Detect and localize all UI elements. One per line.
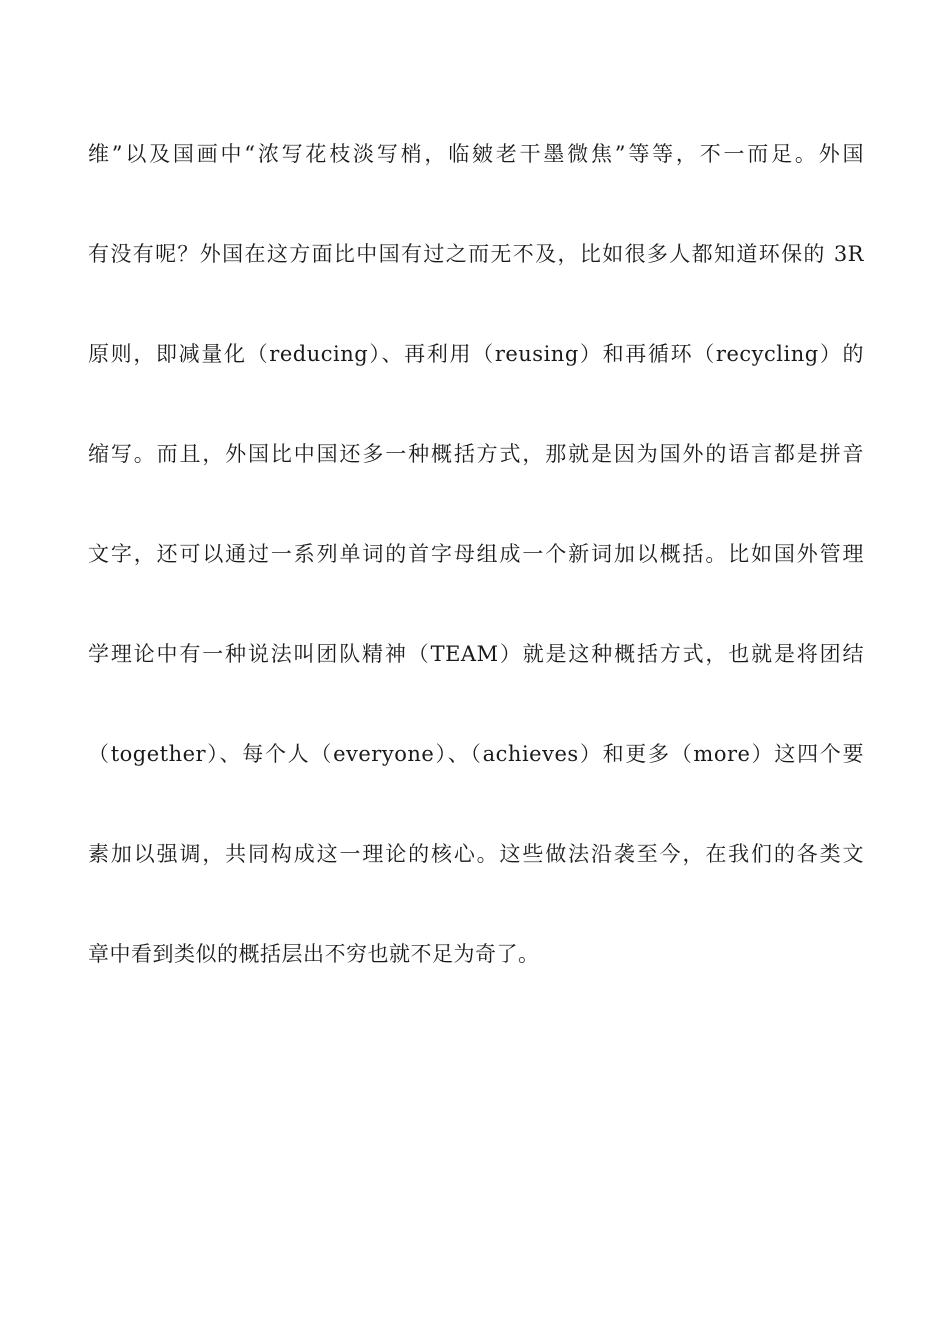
text-line-9: 章中看到类似的概括层出不穷也就不足为奇了。 bbox=[88, 942, 540, 966]
text-line-8: 素加以强调，共同构成这一理论的核心。这些做法沿袭至今，在我们的各类文 bbox=[88, 842, 864, 866]
body-paragraph bbox=[88, 136, 864, 1036]
text-line-5: 文字，还可以通过一系列单词的首字母组成一个新词加以概括。比如国外管理 bbox=[88, 542, 864, 566]
text-line-2: 有没有呢？外国在这方面比中国有过之而无不及，比如很多人都知道环保的 3R bbox=[88, 242, 864, 266]
text-line-4: 缩写。而且，外国比中国还多一种概括方式，那就是因为国外的语言都是拼音 bbox=[88, 442, 864, 466]
text-line-7: （together）、每个人（everyone）、（achieves）和更多（more）这四个要 bbox=[88, 742, 864, 766]
text-line-1: 维”以及国画中“浓写花枝淡写梢，临皴老干墨微焦”等等，不一而足。外国 bbox=[88, 142, 864, 166]
text-line-3: 原则，即减量化（reducing）、再利用（reusing）和再循环（recycling）的 bbox=[88, 342, 864, 366]
text-line-6: 学理论中有一种说法叫团队精神（TEAM）就是这种概括方式，也就是将团结 bbox=[88, 642, 864, 666]
